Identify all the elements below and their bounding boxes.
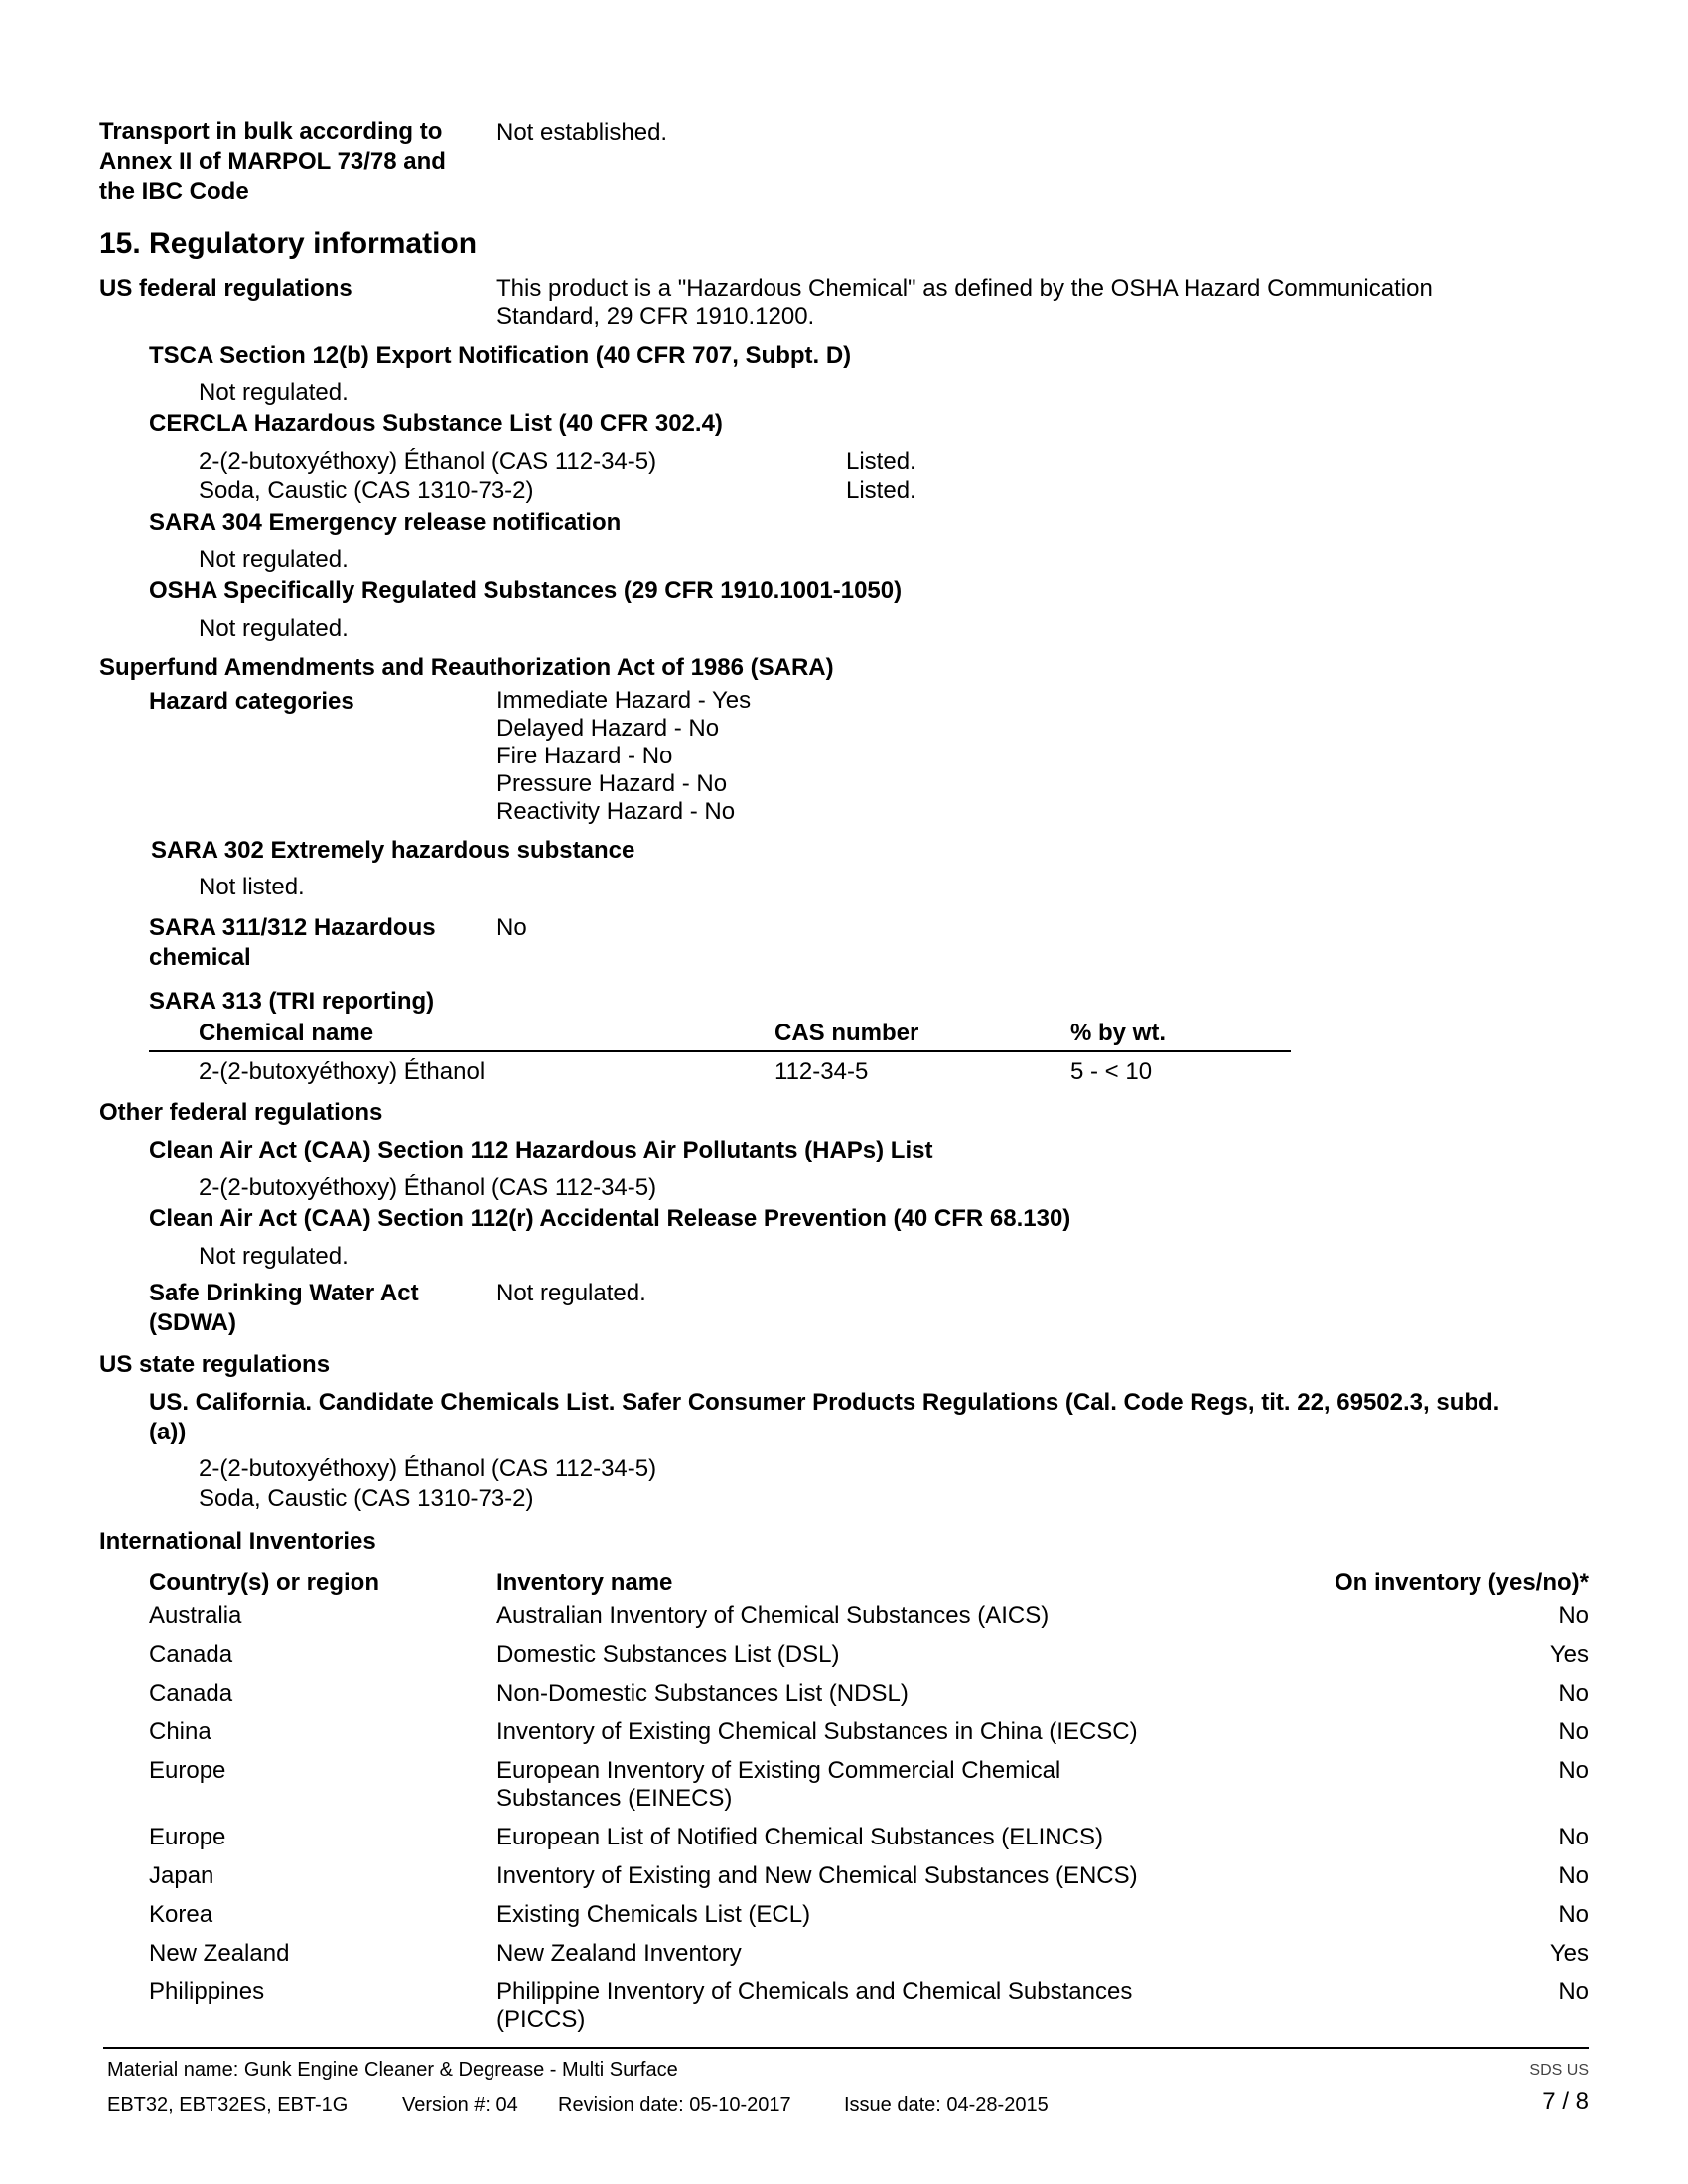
section-title: 15. Regulatory information <box>99 227 478 260</box>
cercla-title: CERCLA Hazardous Substance List (40 CFR 302.4) <box>149 410 723 437</box>
footer-issue: Issue date: 04-28-2015 <box>844 2094 1049 2116</box>
intl-cell-country: Canada <box>149 1641 233 1668</box>
intl-cell-country: Europe <box>149 1757 226 1784</box>
intl-cell-on: No <box>1558 1862 1589 1889</box>
intl-cell-inventory: Philippine Inventory of Chemicals and Chemical Substances (PICCS) <box>496 1979 1133 2033</box>
hazard-categories-label: Hazard categories <box>149 688 354 715</box>
intl-cell-inventory: Inventory of Existing and New Chemical Substances (ENCS) <box>496 1862 1138 1889</box>
hazard-item: Reactivity Hazard - No <box>496 798 736 825</box>
sara313-cell-name: 2-(2-butoxyéthoxy) Éthanol <box>199 1058 486 1085</box>
caa112r-title: Clean Air Act (CAA) Section 112(r) Accidental Release Prevention (40 CFR 68.130) <box>149 1205 1071 1232</box>
cercla-row-name: 2-(2-butoxyéthoxy) Éthanol (CAS 112-34-5) <box>199 448 657 475</box>
sdwa-value: Not regulated. <box>496 1280 646 1306</box>
international-title: International Inventories <box>99 1528 376 1555</box>
cercla-row-status: Listed. <box>846 448 916 475</box>
sara313-header-name: Chemical name <box>199 1020 374 1046</box>
intl-cell-inventory: New Zealand Inventory <box>496 1940 742 1967</box>
caa112-value: 2-(2-butoxyéthoxy) Éthanol (CAS 112-34-5) <box>199 1174 657 1201</box>
intl-cell-inventory: Non-Domestic Substances List (NDSL) <box>496 1680 909 1706</box>
sara313-cell-pct: 5 - < 10 <box>1070 1058 1153 1085</box>
intl-cell-on: No <box>1558 1979 1589 2005</box>
sara313-header-pct: % by wt. <box>1070 1020 1167 1046</box>
sara313-header-rule <box>149 1050 1291 1052</box>
sara302-value: Not listed. <box>199 874 305 900</box>
intl-cell-country: Europe <box>149 1824 226 1850</box>
sara311-value: No <box>496 914 527 941</box>
footer-codes: EBT32, EBT32ES, EBT-1G <box>107 2094 349 2116</box>
sdwa-label: Safe Drinking Water Act (SDWA) <box>149 1280 419 1336</box>
hazard-item: Immediate Hazard - Yes <box>496 687 752 714</box>
footer-page-number: 7 / 8 <box>1542 2088 1589 2115</box>
state-item: Soda, Caustic (CAS 1310-73-2) <box>199 1485 534 1512</box>
cercla-row-status: Listed. <box>846 478 916 504</box>
hazard-item: Pressure Hazard - No <box>496 770 728 797</box>
intl-cell-inventory: European Inventory of Existing Commercial Chemical Substances (EINECS) <box>496 1757 1061 1812</box>
transport-label: Transport in bulk according to Annex II of MARPOL 73/78 and the IBC Code <box>99 118 446 205</box>
osha-title: OSHA Specifically Regulated Substances (29 CFR 1910.1001-1050) <box>149 577 903 604</box>
intl-cell-country: Australia <box>149 1602 242 1629</box>
sara304-title: SARA 304 Emergency release notification <box>149 509 622 536</box>
footer-version: Version #: 04 <box>402 2094 518 2116</box>
sara302-title: SARA 302 Extremely hazardous substance <box>151 837 635 864</box>
tsca-title: TSCA Section 12(b) Export Notification (40 CFR 707, Subpt. D) <box>149 342 852 369</box>
intl-cell-country: Philippines <box>149 1979 265 2005</box>
intl-header-country: Country(s) or region <box>149 1570 379 1596</box>
intl-cell-country: Canada <box>149 1680 233 1706</box>
sara313-cell-cas: 112-34-5 <box>774 1058 869 1085</box>
caa112-title: Clean Air Act (CAA) Section 112 Hazardous Air Pollutants (HAPs) List <box>149 1137 933 1163</box>
transport-value: Not established. <box>496 119 668 146</box>
intl-cell-inventory: Australian Inventory of Chemical Substances (AICS) <box>496 1602 1050 1629</box>
sara313-header-cas: CAS number <box>774 1020 919 1046</box>
intl-cell-inventory: Domestic Substances List (DSL) <box>496 1641 840 1668</box>
intl-cell-country: China <box>149 1718 211 1745</box>
sara-title: Superfund Amendments and Reauthorization Act of 1986 (SARA) <box>99 654 834 681</box>
intl-cell-on: Yes <box>1549 1940 1589 1967</box>
footer-rule <box>103 2047 1589 2049</box>
intl-header-inventory: Inventory name <box>496 1570 673 1596</box>
intl-cell-country: New Zealand <box>149 1940 290 1967</box>
hazard-item: Delayed Hazard - No <box>496 715 720 742</box>
intl-cell-country: Japan <box>149 1862 214 1889</box>
footer-sds: SDS US <box>1529 2062 1589 2079</box>
intl-cell-inventory: European List of Notified Chemical Substances (ELINCS) <box>496 1824 1103 1850</box>
intl-cell-country: Korea <box>149 1901 213 1928</box>
tsca-value: Not regulated. <box>199 379 349 406</box>
other-federal-title: Other federal regulations <box>99 1099 383 1126</box>
cercla-row-name: Soda, Caustic (CAS 1310-73-2) <box>199 478 534 504</box>
sara304-value: Not regulated. <box>199 546 349 573</box>
intl-cell-on: Yes <box>1549 1641 1589 1668</box>
california-title: US. California. Candidate Chemicals List. Safer Consumer Products Regulations (Cal. Code Regs, tit. 22, 69502.3, subd. (a)) <box>149 1389 1500 1445</box>
intl-cell-on: No <box>1558 1824 1589 1850</box>
us-federal-value: This product is a "Hazardous Chemical" as defined by the OSHA Hazard Communication Standard, 29 CFR 1910.1200. <box>496 275 1433 330</box>
intl-cell-on: No <box>1558 1680 1589 1706</box>
intl-cell-inventory: Existing Chemicals List (ECL) <box>496 1901 811 1928</box>
sara311-label: SARA 311/312 Hazardous chemical <box>149 914 436 971</box>
intl-cell-inventory: Inventory of Existing Chemical Substances in China (IECSC) <box>496 1718 1138 1745</box>
intl-cell-on: No <box>1558 1757 1589 1784</box>
footer-revision: Revision date: 05-10-2017 <box>558 2094 791 2116</box>
osha-value: Not regulated. <box>199 615 349 642</box>
intl-cell-on: No <box>1558 1718 1589 1745</box>
intl-cell-on: No <box>1558 1602 1589 1629</box>
caa112r-value: Not regulated. <box>199 1243 349 1270</box>
intl-cell-on: No <box>1558 1901 1589 1928</box>
sara313-title: SARA 313 (TRI reporting) <box>149 988 435 1015</box>
intl-header-on-inventory: On inventory (yes/no)* <box>1334 1570 1589 1596</box>
us-state-title: US state regulations <box>99 1351 331 1378</box>
us-federal-label: US federal regulations <box>99 275 352 302</box>
state-item: 2-(2-butoxyéthoxy) Éthanol (CAS 112-34-5) <box>199 1455 657 1482</box>
hazard-item: Fire Hazard - No <box>496 743 673 769</box>
footer-material: Material name: Gunk Engine Cleaner & Degrease - Multi Surface <box>107 2059 678 2081</box>
